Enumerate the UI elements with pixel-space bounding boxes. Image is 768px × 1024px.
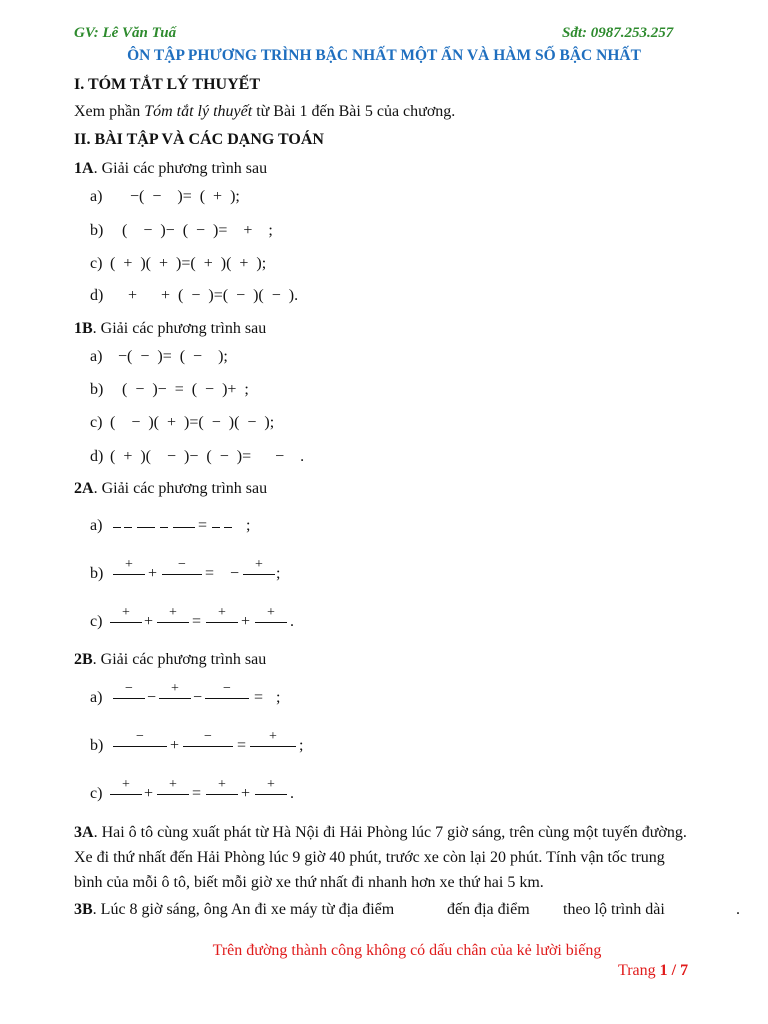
problem-3a-text: 3A. Hai ô tô cùng xuất phát từ Hà Nội đi Hải Phòng lúc 7 giờ sáng, trên cùng một tuyến đường. Xe đi thứ nhất đến Hải Phòng lúc 9 giờ 40 phút, trước xe còn lại 20 phút. Tính vận tốc trung bình của mỗi ô tô, biết mỗi giờ xe thứ nhất đi nhanh hơn xe thứ hai 5 km. xyxy=(74,824,687,891)
problem-2a-a-mark: a) xyxy=(90,517,103,534)
plus-operator: + xyxy=(144,785,154,802)
problem-3b-text-3: theo lộ trình dài xyxy=(563,901,665,918)
plus-operator: + xyxy=(241,613,251,630)
problem-2b-c-end: . xyxy=(290,785,294,802)
equals-sign: = xyxy=(192,613,202,630)
minus-operator: − xyxy=(230,565,240,582)
phone-number: Sđt: 0987.253.257 xyxy=(562,25,674,41)
problem-1b-item-c-mark: c) xyxy=(90,414,103,431)
problem-2b-b-mark: b) xyxy=(90,737,104,754)
problem-1a-item-d: + + ( − )=( − )( − ). xyxy=(128,287,299,304)
problem-2b-a-mark: a) xyxy=(90,689,103,706)
equals-sign: = xyxy=(205,565,215,582)
problem-2a-c-end: . xyxy=(290,613,294,630)
minus-operator: − xyxy=(147,689,157,706)
problem-1b-item-c: ( − )( + )=( − )( − ); xyxy=(110,414,275,431)
problem-2b-heading: 2B. Giải các phương trình sau xyxy=(74,651,267,668)
fraction-bar xyxy=(173,527,195,528)
section-1-heading: I. TÓM TẮT LÝ THUYẾT xyxy=(74,76,260,93)
problem-2a-c-mark: c) xyxy=(90,613,103,630)
section-2-heading: II. BÀI TẬP VÀ CÁC DẠNG TOÁN xyxy=(74,131,324,148)
problem-1a-item-a: −( − )= ( + ); xyxy=(130,188,240,205)
teacher-name: GV: Lê Văn Tuấ xyxy=(74,25,177,41)
page-number: Trang 1 / 7 xyxy=(618,962,689,979)
plus-operator: + xyxy=(148,565,158,582)
section-1-text: Xem phần Tóm tắt lý thuyết từ Bài 1 đến Bài 5 của chương. xyxy=(74,103,456,120)
fraction-bar xyxy=(137,527,155,528)
problem-1a-item-b-mark: b) xyxy=(90,222,104,239)
plus-operator: + xyxy=(170,737,180,754)
problem-3b-text-2: đến địa điểm xyxy=(447,901,530,918)
problem-1b-heading: 1B. Giải các phương trình sau xyxy=(74,320,267,337)
footer-motto: Trên đường thành công không có dấu chân của kẻ lười biếng xyxy=(212,942,602,959)
problem-2a-b-mark: b) xyxy=(90,565,104,582)
problem-1b-item-d: ( + )( − )− ( − )= − . xyxy=(110,448,305,465)
plus-operator: + xyxy=(241,785,251,802)
problem-1b-item-a-mark: a) xyxy=(90,348,103,365)
problem-1b-item-b-mark: b) xyxy=(90,381,104,398)
fraction-bar xyxy=(160,527,168,528)
minus-operator: − xyxy=(193,689,203,706)
problem-2a-b-end: ; xyxy=(276,565,281,582)
problem-1a-item-d-mark: d) xyxy=(90,287,104,304)
problem-2a-a-eq: = xyxy=(198,517,208,534)
problem-2b-b-end: ; xyxy=(299,737,304,754)
equals-sign: = xyxy=(254,689,264,706)
problem-2a-heading: 2A. Giải các phương trình sau xyxy=(74,480,268,497)
problem-1a-item-b: ( − )− ( − )= + ; xyxy=(122,222,273,239)
problem-1b-item-a: −( − )= ( − ); xyxy=(118,348,228,365)
page-title: ÔN TẬP PHƯƠNG TRÌNH BẬC NHẤT MỘT ẨN VÀ HÀM SỐ BẬC NHẤT xyxy=(127,47,641,64)
problem-3b-text: 3B. Lúc 8 giờ sáng, ông An đi xe máy từ địa điểm xyxy=(74,901,395,918)
problem-1b-item-b: ( − )− = ( − )+ ; xyxy=(122,381,249,398)
fraction-bar xyxy=(113,527,121,528)
problem-3b-text-4: . xyxy=(736,901,740,918)
fraction-bar xyxy=(124,527,132,528)
problem-1a-item-c-mark: c) xyxy=(90,255,103,272)
problem-2b-c-mark: c) xyxy=(90,785,103,802)
equals-sign: = xyxy=(237,737,247,754)
fraction-bar xyxy=(224,527,232,528)
equals-sign: = xyxy=(192,785,202,802)
problem-1b-item-d-mark: d) xyxy=(90,448,104,465)
problem-1a-item-a-mark: a) xyxy=(90,188,103,205)
problem-1a-heading: 1A. Giải các phương trình sau xyxy=(74,160,268,177)
problem-1a-item-c: ( + )( + )=( + )( + ); xyxy=(110,255,267,272)
problem-2a-a-end: ; xyxy=(246,517,251,534)
fraction-bar xyxy=(212,527,220,528)
plus-operator: + xyxy=(144,613,154,630)
problem-2b-a-end: ; xyxy=(276,689,281,706)
